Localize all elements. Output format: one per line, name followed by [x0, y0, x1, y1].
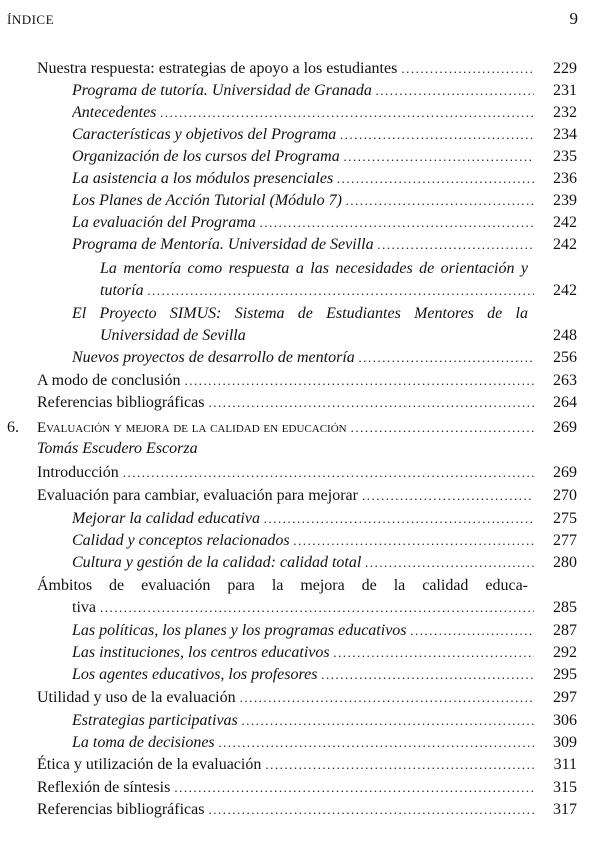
toc-entry-page: 297: [553, 689, 577, 706]
toc-entry-title: Las instituciones, los centros educativos: [72, 644, 330, 661]
toc-entry-title-line1: La mentoría como respuesta a las necesidades de orientación y: [100, 260, 528, 277]
toc-entry-title: Ética y utilización de la evaluación: [37, 756, 262, 773]
dot-leader: [351, 418, 534, 438]
toc-entry-page: 234: [553, 126, 577, 143]
toc-entry-title: Evaluación para cambiar, evaluación para mejorar: [37, 487, 358, 504]
dot-leader: [264, 509, 534, 529]
toc-entry-title: Organización de los cursos del Programa: [72, 148, 340, 165]
toc-entry-title-line2: Universidad de Sevilla: [100, 327, 246, 344]
toc-entry-title: Programa de tutoría. Universidad de Granada: [72, 82, 372, 99]
dot-leader: [376, 81, 534, 101]
toc-entry-page: 306: [553, 712, 577, 729]
dot-leader: [337, 169, 534, 189]
toc-entry-title: Utilidad y uso de la evaluación: [37, 689, 236, 706]
dot-leader: [365, 553, 534, 573]
toc-entry-title: Los Planes de Acción Tutorial (Módulo 7): [72, 192, 342, 209]
dot-leader: [334, 643, 534, 663]
chapter-title: Evaluación y mejora de la calidad en educación: [37, 420, 347, 436]
dot-leader: [185, 371, 534, 391]
toc-entry-page: 248: [553, 327, 577, 344]
toc-entry-title: Antecedentes: [72, 104, 157, 121]
dot-leader: [294, 531, 534, 551]
dot-leader: [378, 235, 534, 255]
toc-entry-title: Referencias bibliográficas: [37, 394, 205, 411]
toc-entry-title: Estrategias participativas: [72, 712, 238, 729]
toc-entry-page: 287: [553, 622, 577, 639]
toc-entry-title: A modo de conclusión: [37, 372, 181, 389]
dot-leader: [148, 281, 534, 301]
toc-entry-title: Mejorar la calidad educativa: [72, 510, 260, 527]
dot-leader: [219, 733, 534, 753]
toc-entry-page: 269: [553, 419, 577, 436]
chapter-author: Tomás Escudero Escorza: [37, 440, 198, 457]
toc-entry-title: Introducción: [37, 464, 119, 481]
toc-entry-page: 229: [553, 60, 577, 77]
dot-leader: [160, 103, 534, 123]
toc-entry-title-line1: El Proyecto SIMUS: Sistema de Estudiantes Mentores de la: [72, 305, 528, 322]
toc-entry-title-line2: tutoría: [100, 282, 144, 299]
toc-entry-page: 309: [553, 734, 577, 751]
dot-leader: [359, 348, 534, 368]
dot-leader: [362, 486, 534, 506]
dot-leader: [100, 598, 534, 618]
toc-entry-page: 231: [553, 82, 577, 99]
toc-entry-page: 236: [553, 170, 577, 187]
toc-entry-page: 295: [553, 666, 577, 683]
toc-entry-page: 275: [553, 510, 577, 527]
toc-entry-page: 270: [553, 487, 577, 504]
toc-entry-title: Programa de Mentoría. Universidad de Sevilla: [72, 236, 374, 253]
toc-entry-page: 315: [553, 779, 577, 796]
toc-entry-page: 235: [553, 148, 577, 165]
dot-leader: [260, 213, 534, 233]
dot-leader: [174, 778, 534, 798]
toc-entry-title: Nuevos proyectos de desarrollo de mentoría: [72, 349, 355, 366]
toc-entry-title: Calidad y conceptos relacionados: [72, 532, 290, 549]
dot-leader: [240, 688, 534, 708]
dot-leader: [344, 147, 534, 167]
toc-entry-page: 269: [553, 464, 577, 481]
chapter-number: 6.: [7, 419, 19, 436]
toc-entry-title: La asistencia a los módulos presenciales: [72, 170, 334, 187]
toc-entry-title: Los agentes educativos, los profesores: [72, 666, 318, 683]
toc-entry-page: 232: [553, 104, 577, 121]
toc-entry-page: 242: [553, 282, 577, 299]
toc-entry-page: 285: [553, 599, 577, 616]
dot-leader: [321, 665, 534, 685]
running-head: ÍNDICE: [7, 12, 55, 27]
toc-entry-title-line2: tiva: [72, 599, 96, 616]
toc-entry-page: 280: [553, 554, 577, 571]
toc-entry-title: Las políticas, los planes y los programas educativos: [72, 622, 407, 639]
toc-entry-page: 264: [553, 394, 577, 411]
dot-leader: [340, 125, 534, 145]
dot-leader: [265, 755, 534, 775]
dot-leader: [208, 393, 534, 413]
dot-leader: [401, 59, 534, 79]
toc-entry-title: Nuestra respuesta: estrategias de apoyo a los estudiantes: [37, 60, 398, 77]
toc-entry-title: Referencias bibliográficas: [37, 801, 205, 818]
dot-leader: [346, 191, 534, 211]
toc-entry-page: 277: [553, 532, 577, 549]
toc-entry-title: Características y objetivos del Programa: [72, 126, 337, 143]
toc-entry-title: La toma de decisiones: [72, 734, 215, 751]
toc-entry-page: 263: [553, 372, 577, 389]
page-number: 9: [569, 9, 578, 28]
toc-entry-title: Reflexión de síntesis: [37, 779, 171, 796]
dot-leader: [411, 621, 534, 641]
dot-leader: [242, 711, 534, 731]
toc-entry-page: 242: [553, 214, 577, 231]
dot-leader: [208, 800, 534, 820]
toc-entry-page: 317: [553, 801, 577, 818]
toc-entry-title-line1: Ámbitos de evaluación para la mejora de la calidad educa-: [37, 577, 528, 594]
toc-entry-title: Cultura y gestión de la calidad: calidad total: [72, 554, 362, 571]
toc-entry-title: La evaluación del Programa: [72, 214, 256, 231]
toc-entry-page: 311: [553, 756, 577, 773]
toc-entry-page: 292: [553, 644, 577, 661]
toc-entry-page: 256: [553, 349, 577, 366]
toc-entry-page: 239: [553, 192, 577, 209]
toc-entry-page: 242: [553, 236, 577, 253]
dot-leader: [123, 463, 534, 483]
